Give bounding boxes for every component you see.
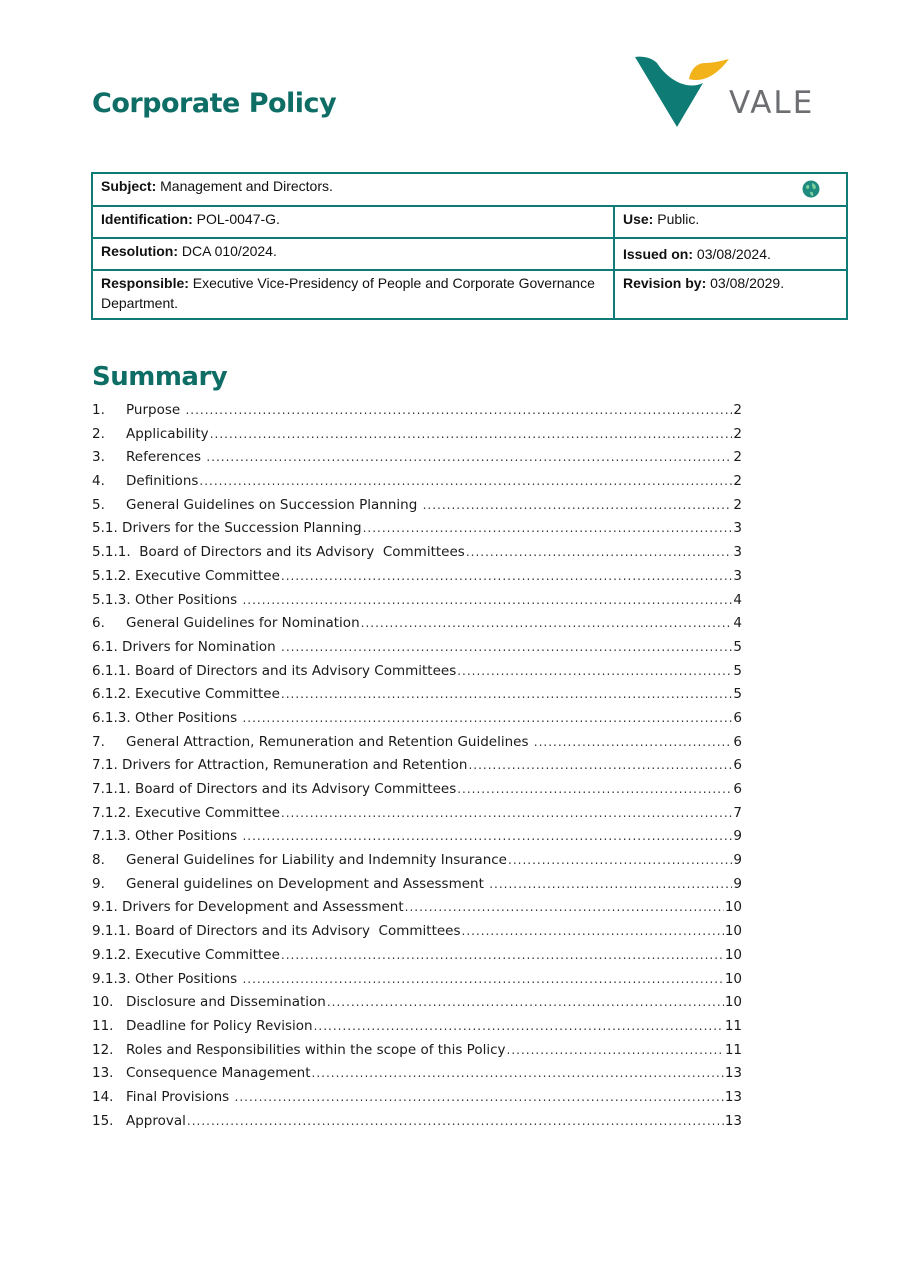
- toc-dot-leader: [361, 616, 733, 630]
- toc-entry-label: Other Positions: [130, 970, 242, 987]
- toc-entry-number: 3.: [92, 449, 105, 466]
- toc-entry-page: 11: [724, 1017, 742, 1034]
- toc-entry[interactable]: [92, 663, 742, 687]
- identification-cell: [92, 206, 614, 238]
- toc-dot-leader: [468, 758, 732, 772]
- toc-entry-label: Drivers for the Succession Planning: [117, 520, 362, 537]
- toc-entry-label: Applicability: [126, 425, 209, 442]
- toc-dot-leader: [281, 687, 733, 701]
- summary-heading: Summary: [92, 362, 228, 392]
- toc-entry-label: Other Positions: [130, 709, 242, 726]
- toc-entry-label: General Guidelines for Liability and Indemnity Insurance: [126, 852, 507, 869]
- toc-dot-leader: [457, 664, 732, 678]
- toc-entry-page: 2: [733, 496, 742, 513]
- toc-dot-leader: [507, 1043, 724, 1057]
- toc-entry-label: Executive Committee: [130, 804, 280, 821]
- toc-entry-number: 8.: [92, 852, 105, 869]
- subject-label: Subject:: [101, 178, 157, 194]
- toc-entry[interactable]: [92, 781, 742, 805]
- toc-entry[interactable]: [92, 710, 742, 734]
- toc-entry-number: 5.: [92, 496, 105, 513]
- toc-entry-number: 7.1.: [92, 757, 118, 774]
- toc-entry-label: Other Positions: [130, 828, 242, 845]
- issued-cell: [614, 238, 847, 270]
- toc-dot-leader: [405, 900, 724, 914]
- toc-entry-number: 4.: [92, 473, 105, 490]
- toc-entry-label: Drivers for Nomination: [117, 638, 281, 655]
- toc-entry[interactable]: [92, 994, 742, 1018]
- toc-entry-page: 6: [733, 757, 742, 774]
- revision-value: 03/08/2029.: [706, 275, 785, 291]
- toc-entry[interactable]: [92, 1113, 742, 1137]
- toc-entry-page: 10: [724, 946, 742, 963]
- toc-entry-number: 9.1.2.: [92, 946, 131, 963]
- toc-entry-label: Board of Directors and its Advisory Committees: [130, 923, 461, 940]
- toc-entry-label: Executive Committee: [130, 567, 280, 584]
- globe-icon: [802, 180, 820, 198]
- toc-entry[interactable]: [92, 805, 742, 829]
- toc-entry-label: Roles and Responsibilities within the scope of this Policy: [126, 1041, 506, 1058]
- toc-entry[interactable]: [92, 686, 742, 710]
- toc-entry[interactable]: [92, 473, 742, 497]
- toc-entry-page: 13: [724, 1112, 742, 1129]
- subject-value: Management and Directors.: [156, 178, 333, 194]
- toc-entry-number: 6.1.3.: [92, 709, 131, 726]
- toc-entry-number: 5.1.: [92, 520, 118, 537]
- toc-dot-leader: [462, 924, 724, 938]
- toc-entry-label: Deadline for Policy Revision: [126, 1017, 313, 1034]
- toc-dot-leader: [242, 829, 732, 843]
- policy-info-table: [91, 172, 848, 320]
- toc-entry-page: 2: [733, 473, 742, 490]
- toc-entry-page: 2: [733, 402, 742, 418]
- toc-entry[interactable]: [92, 923, 742, 947]
- toc-entry-number: 5.1.1.: [92, 544, 131, 561]
- toc-entry-label: Approval: [126, 1112, 186, 1129]
- use-value: Public.: [653, 211, 700, 227]
- identification-value: POL-0047-G.: [192, 211, 280, 227]
- resolution-value: DCA 010/2024.: [178, 243, 277, 259]
- toc-entry[interactable]: [92, 852, 742, 876]
- resolution-label: Resolution:: [101, 243, 178, 259]
- toc-dot-leader: [457, 782, 732, 796]
- toc-dot-leader: [466, 545, 733, 559]
- toc-entry[interactable]: [92, 592, 742, 616]
- toc-entry[interactable]: [92, 757, 742, 781]
- toc-entry-number: 7.1.1.: [92, 781, 131, 797]
- toc-entry[interactable]: [92, 544, 742, 568]
- toc-entry-page: 10: [724, 923, 742, 940]
- responsible-label: Responsible:: [101, 275, 189, 291]
- toc-entry-label: Consequence Management: [126, 1065, 311, 1082]
- toc-dot-leader: [281, 948, 724, 962]
- toc-entry-page: 13: [724, 1065, 742, 1082]
- toc-dot-leader: [281, 569, 733, 583]
- toc-dot-leader: [235, 1090, 724, 1104]
- toc-entry-number: 9.1.: [92, 899, 118, 916]
- toc-entry-label: References: [126, 449, 206, 466]
- toc-entry-label: Board of Directors and its Advisory Committees: [130, 544, 465, 561]
- toc-entry-page: 13: [724, 1088, 742, 1105]
- toc-entry-page: 6: [733, 733, 742, 750]
- use-label: Use:: [623, 211, 654, 227]
- toc-entry-number: 15.: [92, 1112, 114, 1129]
- toc-entry-page: 5: [733, 686, 742, 703]
- toc-entry-number: 9.1.3.: [92, 970, 131, 987]
- toc-entry-number: 6.1.2.: [92, 686, 131, 703]
- toc-entry-label: General Guidelines for Nomination: [126, 615, 360, 632]
- toc-entry[interactable]: [92, 1065, 742, 1089]
- toc-dot-leader: [314, 1019, 724, 1033]
- toc-entry[interactable]: [92, 971, 742, 995]
- toc-entry-page: 5: [733, 638, 742, 655]
- toc-entry[interactable]: [92, 947, 742, 971]
- toc-entry-number: 13.: [92, 1065, 114, 1082]
- toc-entry-label: General guidelines on Development and Assessment: [126, 875, 489, 892]
- toc-entry[interactable]: [92, 615, 742, 639]
- toc-entry-page: 3: [733, 544, 742, 561]
- toc-entry-label: Executive Committee: [130, 686, 280, 703]
- toc-entry-label: Purpose: [126, 402, 185, 418]
- vale-logo-icon: [633, 55, 733, 131]
- toc-entry-label: Board of Directors and its Advisory Committees: [130, 662, 457, 679]
- toc-entry-label: Definitions: [126, 473, 199, 490]
- toc-dot-leader: [199, 474, 732, 488]
- toc-entry[interactable]: [92, 876, 742, 900]
- toc-entry-page: 6: [733, 709, 742, 726]
- toc-entry-number: 7.: [92, 733, 105, 750]
- toc-entry[interactable]: [92, 1042, 742, 1066]
- toc-entry-number: 12.: [92, 1041, 114, 1058]
- toc-entry-label: Final Provisions: [126, 1088, 234, 1105]
- toc-entry-label: General Guidelines on Succession Planning: [126, 496, 422, 513]
- toc-entry-number: 9.: [92, 875, 105, 892]
- toc-entry-number: 7.1.3.: [92, 828, 131, 845]
- toc-dot-leader: [534, 735, 733, 749]
- toc-entry-number: 6.1.: [92, 638, 118, 655]
- resolution-cell: [92, 238, 614, 270]
- toc-entry-number: 6.: [92, 615, 105, 632]
- toc-dot-leader: [210, 427, 733, 441]
- toc-entry-number: 2.: [92, 425, 105, 442]
- toc-entry-page: 3: [733, 520, 742, 537]
- toc-entry-number: 1.: [92, 402, 105, 418]
- identification-label: Identification:: [101, 211, 193, 227]
- toc-dot-leader: [489, 877, 732, 891]
- toc-dot-leader: [312, 1066, 724, 1080]
- toc-dot-leader: [242, 711, 732, 725]
- toc-dot-leader: [327, 995, 724, 1009]
- revision-cell: [614, 270, 847, 319]
- toc-entry-label: General Attraction, Remuneration and Retention Guidelines: [126, 733, 533, 750]
- toc-entry-page: 3: [733, 567, 742, 584]
- toc-entry[interactable]: [92, 402, 742, 426]
- toc-dot-leader: [206, 450, 732, 464]
- toc-entry-number: 10.: [92, 994, 114, 1011]
- toc-entry-label: Drivers for Development and Assessment: [117, 899, 404, 916]
- toc-entry-label: Executive Committee: [130, 946, 280, 963]
- toc-entry[interactable]: [92, 828, 742, 852]
- table-of-contents: [92, 402, 742, 1136]
- toc-dot-leader: [508, 853, 732, 867]
- toc-entry-page: 10: [724, 899, 742, 916]
- toc-entry-page: 9: [733, 852, 742, 869]
- toc-entry[interactable]: [92, 497, 742, 521]
- toc-entry[interactable]: [92, 639, 742, 663]
- toc-entry-label: Board of Directors and its Advisory Committees: [130, 781, 457, 797]
- toc-entry-page: 5: [733, 662, 742, 679]
- toc-entry-number: 11.: [92, 1017, 114, 1034]
- toc-entry-page: 2: [733, 425, 742, 442]
- toc-entry-page: 10: [724, 994, 742, 1011]
- logo-wordmark: VALE: [729, 85, 815, 121]
- toc-dot-leader: [281, 640, 732, 654]
- responsible-cell: [92, 270, 614, 319]
- toc-entry[interactable]: [92, 1089, 742, 1113]
- toc-entry[interactable]: [92, 426, 742, 450]
- toc-dot-leader: [242, 593, 732, 607]
- toc-entry[interactable]: [92, 449, 742, 473]
- toc-entry-number: 5.1.3.: [92, 591, 131, 608]
- toc-entry-page: 4: [733, 591, 742, 608]
- toc-entry[interactable]: [92, 899, 742, 923]
- toc-entry[interactable]: [92, 568, 742, 592]
- use-cell: [614, 206, 847, 238]
- toc-entry[interactable]: [92, 520, 742, 544]
- toc-entry[interactable]: [92, 734, 742, 758]
- toc-dot-leader: [423, 498, 733, 512]
- toc-dot-leader: [281, 806, 733, 820]
- issued-value: 03/08/2024.: [693, 246, 771, 262]
- toc-entry-number: 7.1.2.: [92, 804, 131, 821]
- issued-label: Issued on:: [623, 246, 694, 262]
- revision-label: Revision by:: [623, 275, 707, 291]
- toc-entry-page: 6: [733, 781, 742, 797]
- toc-dot-leader: [185, 403, 732, 417]
- toc-dot-leader: [363, 521, 733, 535]
- subject-cell: [92, 173, 847, 206]
- toc-entry-page: 9: [733, 828, 742, 845]
- toc-entry-page: 9: [733, 875, 742, 892]
- toc-entry-number: 9.1.1.: [92, 923, 131, 940]
- toc-entry-number: 5.1.2.: [92, 567, 131, 584]
- toc-entry-page: 11: [724, 1041, 742, 1058]
- toc-dot-leader: [242, 972, 723, 986]
- toc-entry[interactable]: [92, 1018, 742, 1042]
- toc-entry-number: 14.: [92, 1088, 114, 1105]
- toc-entry-number: 6.1.1.: [92, 662, 131, 679]
- toc-entry-page: 2: [733, 449, 742, 466]
- toc-entry-label: Drivers for Attraction, Remuneration and Retention: [117, 757, 468, 774]
- vale-logo: [633, 55, 833, 131]
- toc-entry-page: 4: [733, 615, 742, 632]
- toc-entry-page: 7: [733, 804, 742, 821]
- toc-dot-leader: [187, 1114, 724, 1128]
- toc-entry-page: 10: [724, 970, 742, 987]
- page-title: Corporate Policy: [92, 88, 337, 119]
- toc-entry-label: Disclosure and Dissemination: [126, 994, 326, 1011]
- responsible-value: Executive Vice-Presidency of People and Corporate Governance Department.: [101, 275, 595, 311]
- toc-entry-label: Other Positions: [130, 591, 242, 608]
